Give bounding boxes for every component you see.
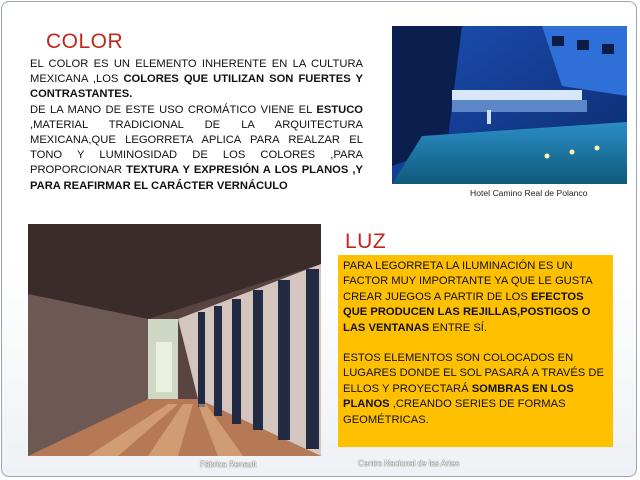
renault-caption: Fábrica Renault [200, 460, 257, 469]
bold-phrase: COLORES QUE UTILIZAN SON FUERTES Y CONTRASTANTES. [30, 73, 363, 101]
bold-phrase: ESTUCO [316, 103, 363, 116]
luz-heading: LUZ [345, 230, 387, 253]
bold-phrase: EFECTOS QUE PRODUCEN LAS REJILLAS,POSTIGOS O LAS VENTANAS [343, 290, 591, 334]
bold-phrase: SOMBRAS EN LOS PLANOS [343, 382, 574, 411]
color-body-text [30, 57, 363, 194]
hotel-caption: Hotel Camino Real de Polanco [470, 188, 588, 198]
renault-photo [28, 224, 321, 456]
color-paragraph-1: EL COLOR ES UN ELEMENTO INHERENTE EN LA CULTURA MEXICANA ,LOS COLORES QUE UTILIZAN SON FUERTES Y CONTRASTANTES. [30, 58, 363, 101]
hotel-photo-illustration [392, 26, 627, 184]
luz-paragraph-2: ESTOS ELEMENTOS SON COLOCADOS EN LUGARES DONDE EL SOL PASARÁ A TRAVÉS DE ELLOS Y PROYECTARÁ SOMBRAS EN LOS PLANOS ,CREANDO SERIES DE FORMAS GEOMÉTRICAS. [343, 352, 604, 426]
slide [1, 1, 637, 477]
luz-paragraph-1: PARA LEGORRETA LA ILUMINACIÓN ES UN FACTOR MUY IMPORTANTE YA QUE LE GUSTA CREAR JUEGOS A PARTIR DE LOS EFECTOS QUE PRODUCEN LAS REJILLAS,POSTIGOS O LAS VENTANAS ENTRE SÍ. [343, 260, 593, 334]
bold-phrase: TEXTURA Y EXPRESIÓN A LOS PLANOS ,Y PARA REAFIRMAR EL CARÁCTER VERNÁCULO [30, 164, 363, 192]
paragraph-gap [343, 336, 607, 351]
renault-photo-illustration [28, 224, 321, 456]
centro-caption: Centro Nacional de las Artes [358, 459, 460, 468]
color-heading: COLOR [46, 30, 124, 53]
hotel-photo [392, 26, 627, 184]
color-paragraph-2: DE LA MANO DE ESTE USO CROMÁTICO VIENE EL ESTUCO ,MATERIAL TRADICIONAL DE LA ARQUITECTURA MEXICANA,QUE LEGORRETA APLICA PARA REALZAR EL TONO Y LUMINOSIDAD DE LOS COLORES ,PARA PROPORCIONAR TEXTURA Y EXPRESIÓN A LOS PLANOS ,Y PARA REAFIRMAR EL CARÁCTER VERNÁCULO [30, 103, 363, 192]
luz-text-box [338, 255, 613, 447]
